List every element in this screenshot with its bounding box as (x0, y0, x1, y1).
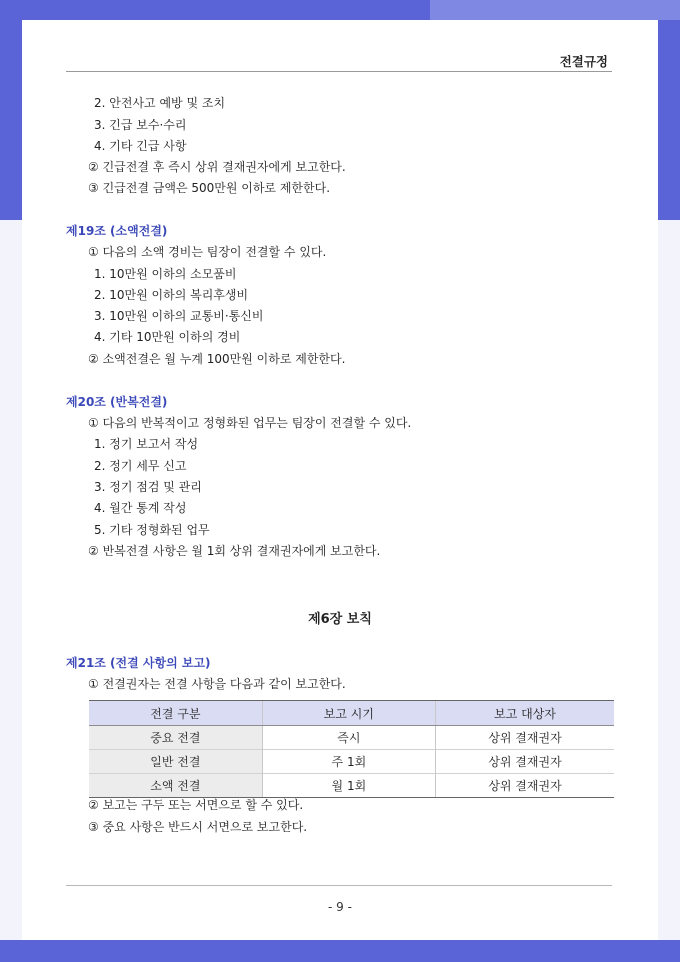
list-item: 4. 기타 긴급 사항 (94, 139, 187, 153)
table-cell: 상위 결재권자 (436, 726, 615, 750)
column-header: 보고 대상자 (436, 701, 615, 726)
table-cell: 즉시 (262, 726, 435, 750)
clause-item: ① 다음의 소액 경비는 팀장이 전결할 수 있다. (88, 245, 327, 259)
background-band-left (0, 220, 22, 940)
clause-item: ② 반복전결 사항은 월 1회 상위 결재권자에게 보고한다. (88, 544, 381, 558)
page-number: - 9 - (328, 900, 352, 914)
list-item: 3. 10만원 이하의 교통비·통신비 (94, 309, 264, 323)
list-item: 3. 정기 점검 및 관리 (94, 480, 202, 494)
footer-divider (66, 885, 612, 886)
list-item: 2. 안전사고 예방 및 조치 (94, 96, 226, 110)
table-cell: 주 1회 (262, 750, 435, 774)
table-cell: 일반 전결 (89, 750, 262, 774)
clause-item: ② 보고는 구두 또는 서면으로 할 수 있다. (88, 798, 304, 812)
clause-item: ② 긴급전결 후 즉시 상위 결재권자에게 보고한다. (88, 160, 346, 174)
list-item: 4. 기타 10만원 이하의 경비 (94, 330, 241, 344)
clause-item: ① 다음의 반복적이고 정형화된 업무는 팀장이 전결할 수 있다. (88, 416, 412, 430)
table-cell: 상위 결재권자 (436, 750, 615, 774)
background-accent-top (430, 0, 680, 20)
table-row (89, 774, 614, 798)
table-cell: 소액 전결 (89, 774, 262, 798)
column-header: 보고 시기 (262, 701, 435, 726)
list-item: 4. 월간 통계 작성 (94, 501, 187, 515)
list-item: 2. 10만원 이하의 복리후생비 (94, 288, 249, 302)
table-cell: 중요 전결 (89, 726, 262, 750)
list-item: 1. 10만원 이하의 소모품비 (94, 267, 237, 281)
list-item: 3. 긴급 보수·수리 (94, 118, 187, 132)
table-row (89, 726, 614, 750)
table-header-row (89, 701, 614, 726)
list-item: 2. 정기 세무 신고 (94, 459, 187, 473)
list-item: 5. 기타 정형화된 업무 (94, 523, 210, 537)
chapter-title: 제6장 보칙 (308, 612, 372, 627)
table-cell: 상위 결재권자 (436, 774, 615, 798)
report-schedule-table (89, 700, 614, 798)
table-row (89, 750, 614, 774)
table-cell: 월 1회 (262, 774, 435, 798)
clause-item: ② 소액전결은 월 누계 100만원 이하로 제한한다. (88, 352, 346, 366)
header-title: 전결규정 (559, 54, 608, 69)
article-19-title: 제19조 (소액전결) (66, 224, 168, 238)
background-band-right (658, 220, 680, 940)
header-divider (66, 71, 612, 72)
clause-item: ③ 긴급전결 금액은 500만원 이하로 제한한다. (88, 181, 331, 195)
document-page (22, 20, 658, 940)
article-21-title: 제21조 (전결 사항의 보고) (66, 656, 211, 670)
list-item: 1. 정기 보고서 작성 (94, 437, 199, 451)
clause-item: ③ 중요 사항은 반드시 서면으로 보고한다. (88, 820, 308, 834)
article-20-title: 제20조 (반복전결) (66, 395, 168, 409)
column-header: 전결 구분 (89, 701, 262, 726)
clause-item: ① 전결권자는 전결 사항을 다음과 같이 보고한다. (88, 677, 346, 691)
